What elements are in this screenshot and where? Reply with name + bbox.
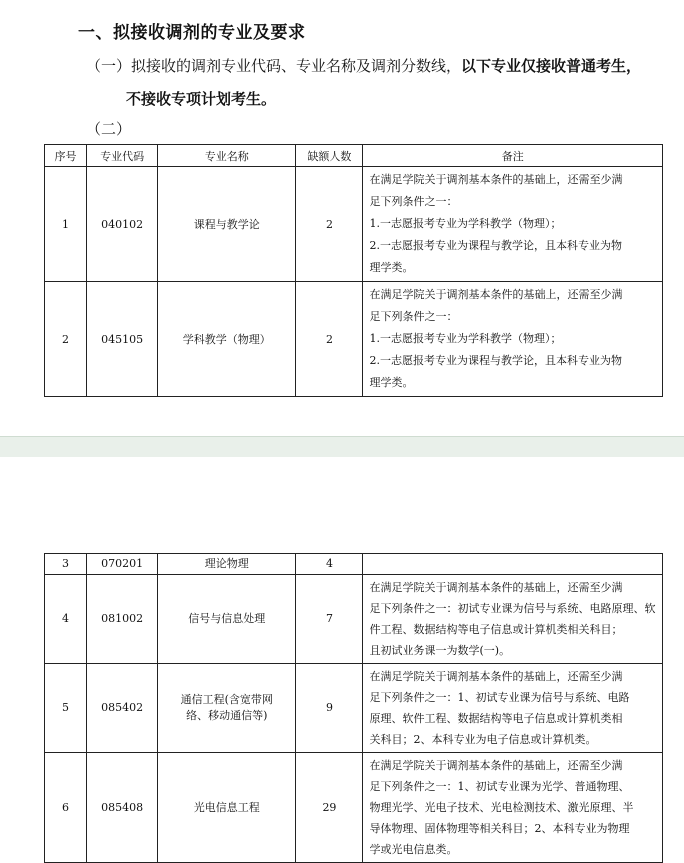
note-line: 理学类。 <box>369 261 414 274</box>
row-no: 6 <box>45 753 87 863</box>
row-vacancy: 2 <box>296 282 363 397</box>
note-line: 在满足学院关于调剂基本条件的基础上，还需至少满 <box>369 670 623 683</box>
header-name: 专业名称 <box>158 145 296 167</box>
row-vacancy: 9 <box>296 664 363 753</box>
row-name: 学科教学（物理） <box>158 282 296 397</box>
note-line: 件工程、数据结构等电子信息或计算机类相关科目； <box>369 623 623 636</box>
header-code: 专业代码 <box>87 145 158 167</box>
header-no: 序号 <box>45 145 87 167</box>
row-name-line: 通信工程(含宽带网 <box>180 693 273 706</box>
row-no: 3 <box>45 554 87 575</box>
note-line: 原理、软件工程、数据结构等电子信息或计算机类相 <box>369 712 623 725</box>
note-line: 关科目；2、本科专业为电子信息或计算机类。 <box>369 733 597 746</box>
note-line: 导体物理、固体物理等相关科目；2、本科专业为物理 <box>369 822 630 835</box>
row-notes <box>363 554 663 575</box>
note-line: 足下列条件之一：1、初试专业课为光学、普通物理、 <box>369 780 630 793</box>
table-row <box>45 664 663 753</box>
page-gap <box>0 436 684 458</box>
table-header-row <box>45 145 663 167</box>
section-heading: 一、拟接收调剂的专业及要求 <box>78 23 306 43</box>
note-line: 足下列条件之一： <box>369 195 458 208</box>
row-notes <box>363 575 663 664</box>
section-2-prefix: （二） <box>86 120 132 138</box>
section-1-text: 拟接收的调剂专业代码、专业名称及调剂分数线， <box>131 57 462 75</box>
note-line: 在满足学院关于调剂基本条件的基础上，还需至少满 <box>369 581 623 594</box>
document-page-2 <box>0 457 684 858</box>
note-line: 学或光电信息类。 <box>369 843 458 856</box>
row-code: 070201 <box>87 554 158 575</box>
note-line: 在满足学院关于调剂基本条件的基础上，还需至少满 <box>369 759 623 772</box>
row-vacancy: 29 <box>296 753 363 863</box>
note-line: 足下列条件之一：初试专业课为信号与系统、电路原理、软 <box>369 602 656 615</box>
row-code: 081002 <box>87 575 158 664</box>
row-name: 课程与教学论 <box>158 167 296 282</box>
note-line: 且初试业务课一为数学(一)。 <box>369 644 511 657</box>
note-line: 在满足学院关于调剂基本条件的基础上，还需至少满 <box>369 288 623 301</box>
section-1-bold-line2: 不接收专项计划考生。 <box>126 90 277 108</box>
note-line: 1.一志愿报考专业为学科教学（物理）； <box>369 332 562 345</box>
row-name: 理论物理 <box>158 554 296 575</box>
row-no: 1 <box>45 167 87 282</box>
row-no: 4 <box>45 575 87 664</box>
row-notes <box>363 753 663 863</box>
row-name-line: 络、移动通信等) <box>186 709 268 722</box>
note-line: 2.一志愿报考专业为课程与教学论，且本科专业为物 <box>369 239 622 252</box>
row-name <box>158 664 296 753</box>
table-row <box>45 554 663 575</box>
row-name: 光电信息工程 <box>158 753 296 863</box>
note-line: 1.一志愿报考专业为学科教学（物理）； <box>369 217 562 230</box>
row-name: 信号与信息处理 <box>158 575 296 664</box>
row-no: 5 <box>45 664 87 753</box>
table-row <box>45 282 663 397</box>
row-notes <box>363 167 663 282</box>
note-line: 理学类。 <box>369 376 414 389</box>
table-row <box>45 575 663 664</box>
row-code: 085408 <box>87 753 158 863</box>
row-vacancy: 7 <box>296 575 363 664</box>
note-line: 足下列条件之一： <box>369 310 458 323</box>
majors-table-page1 <box>44 144 663 397</box>
note-line: 足下列条件之一：1、初试专业课为信号与系统、电路 <box>369 691 630 704</box>
section-1-line <box>86 55 641 76</box>
section-1-bold-text: 以下专业仅接收普通考生， <box>461 57 642 75</box>
note-line: 在满足学院关于调剂基本条件的基础上，还需至少满 <box>369 173 623 186</box>
table-row <box>45 753 663 863</box>
row-notes <box>363 282 663 397</box>
row-code: 045105 <box>87 282 158 397</box>
row-vacancy: 2 <box>296 167 363 282</box>
header-notes: 备注 <box>363 145 663 167</box>
row-notes <box>363 664 663 753</box>
note-line: 物理光学、光电子技术、光电检测技术、激光原理、半 <box>369 801 634 814</box>
header-vacancy: 缺额人数 <box>296 145 363 167</box>
row-vacancy: 4 <box>296 554 363 575</box>
section-1-prefix: （一） <box>86 57 132 75</box>
majors-table-page2 <box>44 553 663 863</box>
note-line: 2.一志愿报考专业为课程与教学论，且本科专业为物 <box>369 354 622 367</box>
table-row <box>45 167 663 282</box>
row-code: 085402 <box>87 664 158 753</box>
row-code: 040102 <box>87 167 158 282</box>
row-no: 2 <box>45 282 87 397</box>
